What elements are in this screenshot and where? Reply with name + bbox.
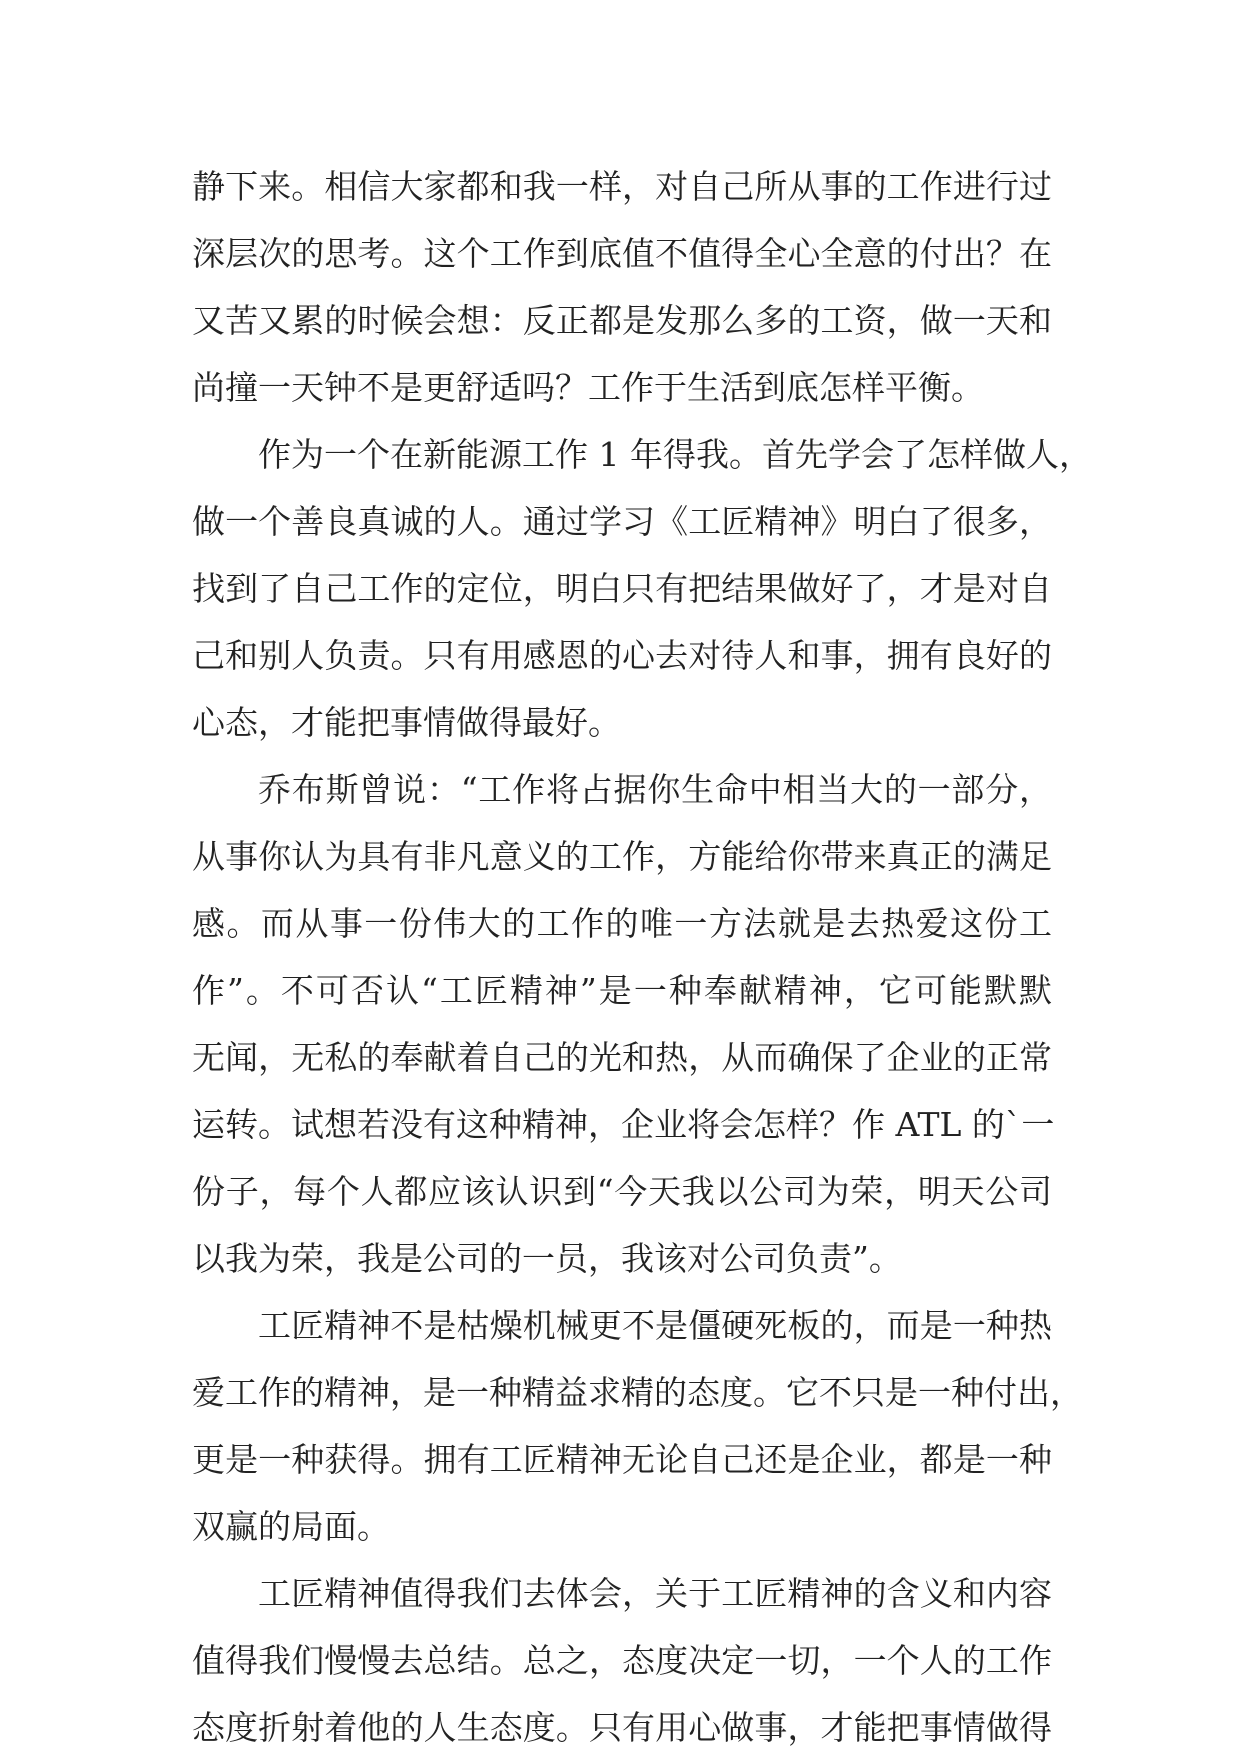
text-line: 己和别人负责。只有用感恩的心去对待人和事，拥有良好的 [192,636,1052,675]
paragraph-2 [192,421,1092,756]
text-line: 双赢的局面。 [192,1507,390,1546]
text-line: 从事你认为具有非凡意义的工作，方能给你带来真正的满足 [192,837,1052,876]
text-line: 态度折射着他的人生态度。只有用心做事，才能把事情做得 [192,1708,1052,1747]
text-line: 静下来。相信大家都和我一样，对自己所从事的工作进行过 [192,167,1052,206]
paragraph-4 [192,1292,1083,1560]
text-line: 值得我们慢慢去总结。总之，态度决定一切，一个人的工作 [192,1641,1052,1680]
text-line: 工匠精神值得我们去体会，关于工匠精神的含义和内容 [258,1574,1052,1613]
text-line: 找到了自己工作的定位，明白只有把结果做好了，才是对自 [192,569,1052,608]
text-line: 乔布斯曾说：“工作将占据你生命中相当大的一部分， [258,770,1052,809]
text-line: 份子，每个人都应该认识到“今天我以公司为荣，明天公司 [192,1172,1052,1211]
text-line: 作”。不可否认“工匠精神”是一种奉献精神，它可能默默 [192,971,1052,1010]
text-line: 尚撞一天钟不是更舒适吗？工作于生活到底怎样平衡。 [192,368,984,407]
text-line: 又苦又累的时候会想：反正都是发那么多的工资，做一天和 [192,301,1052,340]
text-line: 深层次的思考。这个工作到底值不值得全心全意的付出？在 [192,234,1052,273]
text-line: 运转。试想若没有这种精神，企业将会怎样？作 ATL 的`一 [192,1105,1055,1144]
text-line: 心态，才能把事情做得最好。 [192,703,621,742]
text-line: 无闻，无私的奉献着自己的光和热，从而确保了企业的正常 [192,1038,1052,1077]
paragraph-3 [192,756,1055,1292]
text-line: 做一个善良真诚的人。通过学习《工匠精神》明白了很多， [192,502,1052,541]
text-line: 以我为荣，我是公司的一员，我该对公司负责”。 [192,1239,902,1278]
paragraph-1 [192,153,1052,421]
text-line: 工匠精神不是枯燥机械更不是僵硬死板的，而是一种热 [258,1306,1052,1345]
paragraph-5 [192,1560,1052,1761]
text-line: 作为一个在新能源工作 1 年得我。首先学会了怎样做人， [258,435,1092,474]
document-body [192,153,1092,1761]
text-line: 更是一种获得。拥有工匠精神无论自己还是企业，都是一种 [192,1440,1052,1479]
text-line: 感。而从事一份伟大的工作的唯一方法就是去热爱这份工 [192,904,1052,943]
text-line: 爱工作的精神，是一种精益求精的态度。它不只是一种付出， [192,1373,1083,1412]
